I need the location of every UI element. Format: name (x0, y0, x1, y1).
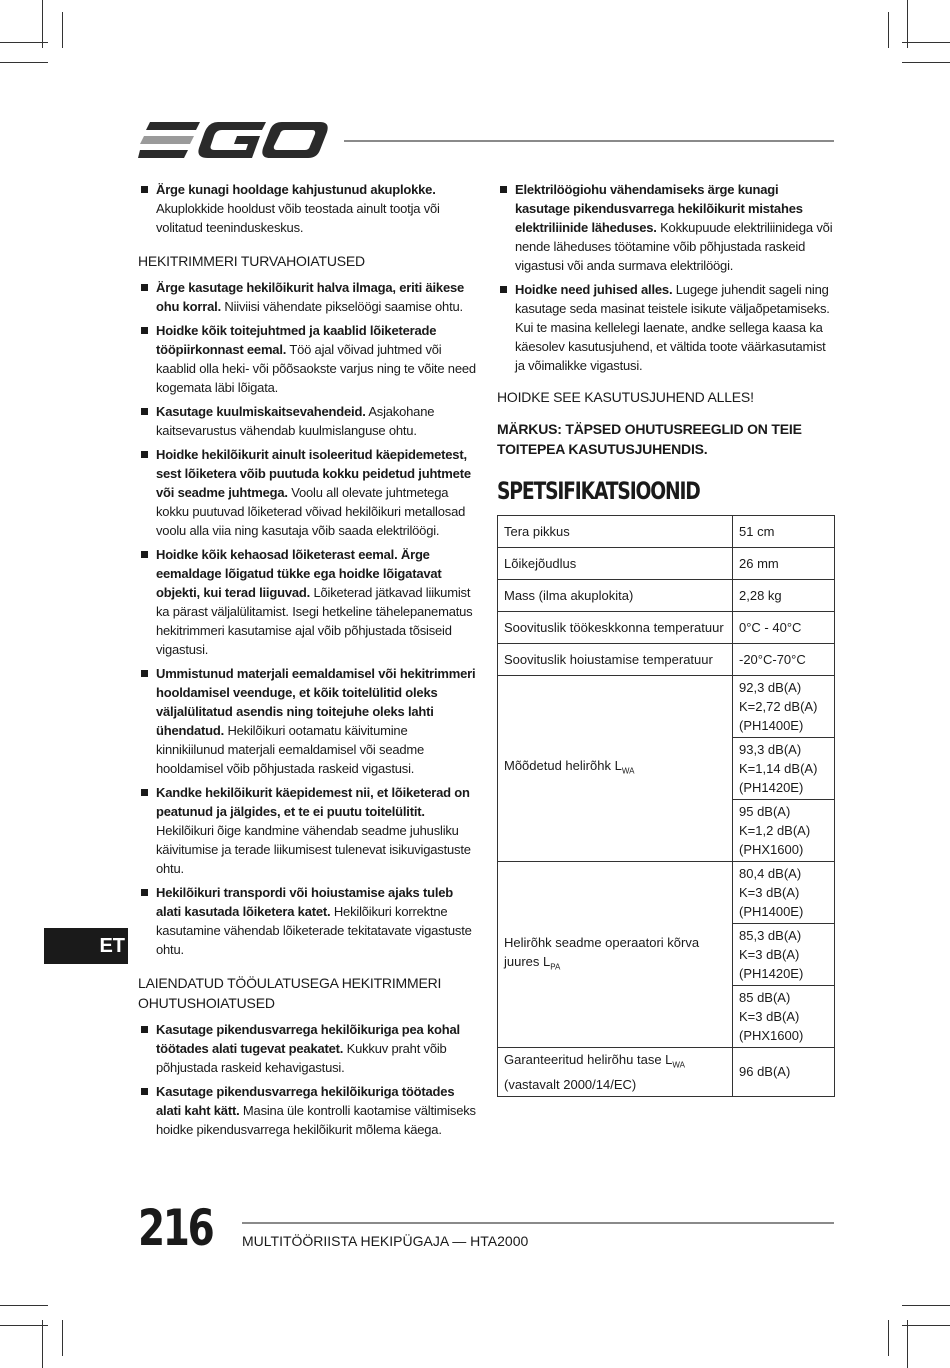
crop-mark (888, 1320, 889, 1356)
spec-label: Mass (ilma akuplokita) (498, 580, 733, 612)
list-item: Hoidke hekilõikurit ainult isoleeritud käepidemetest, sest lõiketera võib puutuda kokku peidetud juhtmete või seadme juhtmega. Voolu all olevate juhtmetega kokku puutuvad lõiketerad võivad hekilõikuri metallosad voolu alla viia ning kasutaja võib saada elektrilöögi. (138, 445, 476, 540)
crop-mark (42, 0, 43, 48)
list-item: Kandke hekilõikurit käepidemest nii, et lõiketerad on peatunud ja jälgides, et te ei puutu toitelülitit. Hekilõikuri õige kandmine vähendab seadme juhusliku käivitumise ja terade liikumisest tulenevat isikuvigastuste ohtu. (138, 783, 476, 878)
list-item: Ummistunud materjali eemaldamisel või hekitrimmeri hooldamisel veenduge, et kõik toitelülitid oleks väljalülitatud asendis ning toitejuhe oleks lahti ühendatud. Hekilõikuri ootamatu käivitumine kinnikiilunud materjali eemaldamisel või seadme hooldamisel võib põhjustada raskeid vigastusi. (138, 664, 476, 778)
crop-mark (62, 12, 63, 48)
crop-mark (902, 42, 950, 43)
table-row (498, 1048, 835, 1097)
note-heading: MÄRKUS: TÄPSED OHUTUSREEGLID ON TEIE TOITEPEA KASUTUSJUHENDIS. (497, 421, 802, 457)
spec-label: Lõikejõudlus (498, 548, 733, 580)
section-heading: LAIENDATUD TÖÖULATUSEGA HEKITRIMMERI OHUTUSHOIATUSED (138, 975, 442, 1011)
spec-label: Mõõdetud helirõhk $L_{WA}$ (498, 676, 733, 862)
spec-value: 85 dB(A) K=3 dB(A) (PHX1600) (733, 986, 835, 1048)
spec-value: 93,3 dB(A) K=1,14 dB(A) (PH1420E) (733, 738, 835, 800)
list-item: Hoidke kõik toitejuhtmed ja kaablid lõiketerade tööpiirkonnast eemal. Töö ajal võivad juhtmed või kaablid olla heki- või põõsaokste varjus ning te võite need kogemata läbi lõigata. (138, 321, 476, 397)
spec-label: Soovituslik töökeskkonna temperatuur (498, 612, 733, 644)
table-row (498, 676, 835, 738)
crop-mark (888, 12, 889, 48)
crop-mark (902, 62, 950, 63)
table-row (498, 644, 835, 676)
crop-mark (0, 42, 48, 43)
crop-mark (907, 1320, 908, 1368)
list-item: Kasutage pikendusvarrega hekilõikuriga töötades alati kaht kätt. Masina üle kontrolli kaotamise vältimiseks hoidke pikendusvarrega hekilõikurit mõlema käega. (138, 1082, 476, 1139)
crop-mark (42, 1320, 43, 1368)
crop-mark (0, 62, 48, 63)
left-column (138, 180, 476, 1144)
list-item: Hoidke need juhised alles. Lugege juhendit sageli ning kasutage seda masinat teistele isikute väljaõpetamiseks. Kui te masina kellelegi laenate, andke sellega kaasa ka käesolev kasutusjuhend, et vältida toote väärkasutamist ja võimalikke vigastusi. (497, 280, 835, 375)
spec-value: 26 mm (733, 548, 835, 580)
spec-label: Helirõhk seadme operaatori kõrva juures $L_{PA}$ (498, 862, 733, 1048)
spec-label: Soovituslik hoiustamise temperatuur (498, 644, 733, 676)
crop-mark (902, 1305, 950, 1306)
table-row (498, 862, 835, 924)
spec-label: Garanteeritud helirõhu tase $L_{WA}$ (vastavalt 2000/14/EC) (498, 1048, 733, 1097)
list-item: Kasutage pikendusvarrega hekilõikuriga pea kohal töötades alati tugevat peakatet. Kukkuv praht võib põhjustada raskeid kehavigastusi. (138, 1020, 476, 1077)
page-number: 216 (138, 1199, 213, 1257)
crop-mark (62, 1320, 63, 1356)
crop-mark (907, 0, 908, 48)
right-column (497, 180, 835, 466)
crop-mark (902, 1325, 950, 1326)
header-rule (344, 140, 834, 142)
table-row (498, 580, 835, 612)
specifications-table (497, 515, 835, 1097)
specifications-title: SPETSIFIKATSIOONID (497, 477, 700, 505)
spec-value: 95 dB(A) K=1,2 dB(A) (PHX1600) (733, 800, 835, 862)
spec-value: 92,3 dB(A) K=2,72 dB(A) (PH1400E) (733, 676, 835, 738)
table-row (498, 548, 835, 580)
table-row (498, 612, 835, 644)
spec-value: 96 dB(A) (733, 1048, 835, 1097)
spec-label: Tera pikkus (498, 516, 733, 548)
table-row (498, 516, 835, 548)
crop-mark (0, 1325, 48, 1326)
section-heading: HEKITRIMMERI TURVAHOIATUSED (138, 253, 365, 269)
spec-value: 80,4 dB(A) K=3 dB(A) (PH1400E) (733, 862, 835, 924)
list-item: Ärge kasutage hekilõikurit halva ilmaga, eriti äikese ohu korral. Niiviisi vähendate pikselöögi saamise ohtu. (138, 278, 476, 316)
footer-title: MULTITÖÖRIISTA HEKIPÜGAJA — HTA2000 (242, 1233, 529, 1249)
ego-logo (138, 118, 328, 162)
spec-value: 51 cm (733, 516, 835, 548)
list-item: Ärge kunagi hooldage kahjustunud akuplokke. Akuplokkide hooldust võib teostada ainult tootja või volitatud teeninduskeskus. (138, 180, 476, 237)
spec-value: 2,28 kg (733, 580, 835, 612)
spec-value: 85,3 dB(A) K=3 dB(A) (PH1420E) (733, 924, 835, 986)
crop-mark (0, 1305, 48, 1306)
keep-manual-heading: HOIDKE SEE KASUTUSJUHEND ALLES! (497, 389, 754, 405)
spec-value: 0°C - 40°C (733, 612, 835, 644)
list-item: Elektrilöögiohu vähendamiseks ärge kunagi kasutage pikendusvarrega hekilõikurit mistahes elektriliinide läheduses. Kokkupuude elektriliinidega või nende läheduses töötamine võib põhjustada raskeid vigastusi või anda surmava elektrilöögi. (497, 180, 835, 275)
language-tab: ET (44, 928, 128, 964)
spec-value: -20°C-70°C (733, 644, 835, 676)
footer-rule (242, 1222, 834, 1224)
list-item: Kasutage kuulmiskaitsevahendeid. Asjakohane kaitsevarustus vähendab kuulmislanguse ohtu. (138, 402, 476, 440)
list-item: Hekilõikuri transpordi või hoiustamise ajaks tuleb alati kasutada lõiketera katet. Hekilõikuri korrektne kasutamine vähendab lõiketerade tekitatavate vigastuste ohtu. (138, 883, 476, 959)
list-item: Hoidke kõik kehaosad lõiketerast eemal. Ärge eemaldage lõigatud tükke ega hoidke lõigatavat objekti, kui terad liiguvad. Lõiketerad jätkavad liikumist ka pärast väljalülitamist. Isegi hetkeline tähelepanematus hekitrimmeri kasutamise ajal võib põhjustada tõsiseid vigastusi. (138, 545, 476, 659)
